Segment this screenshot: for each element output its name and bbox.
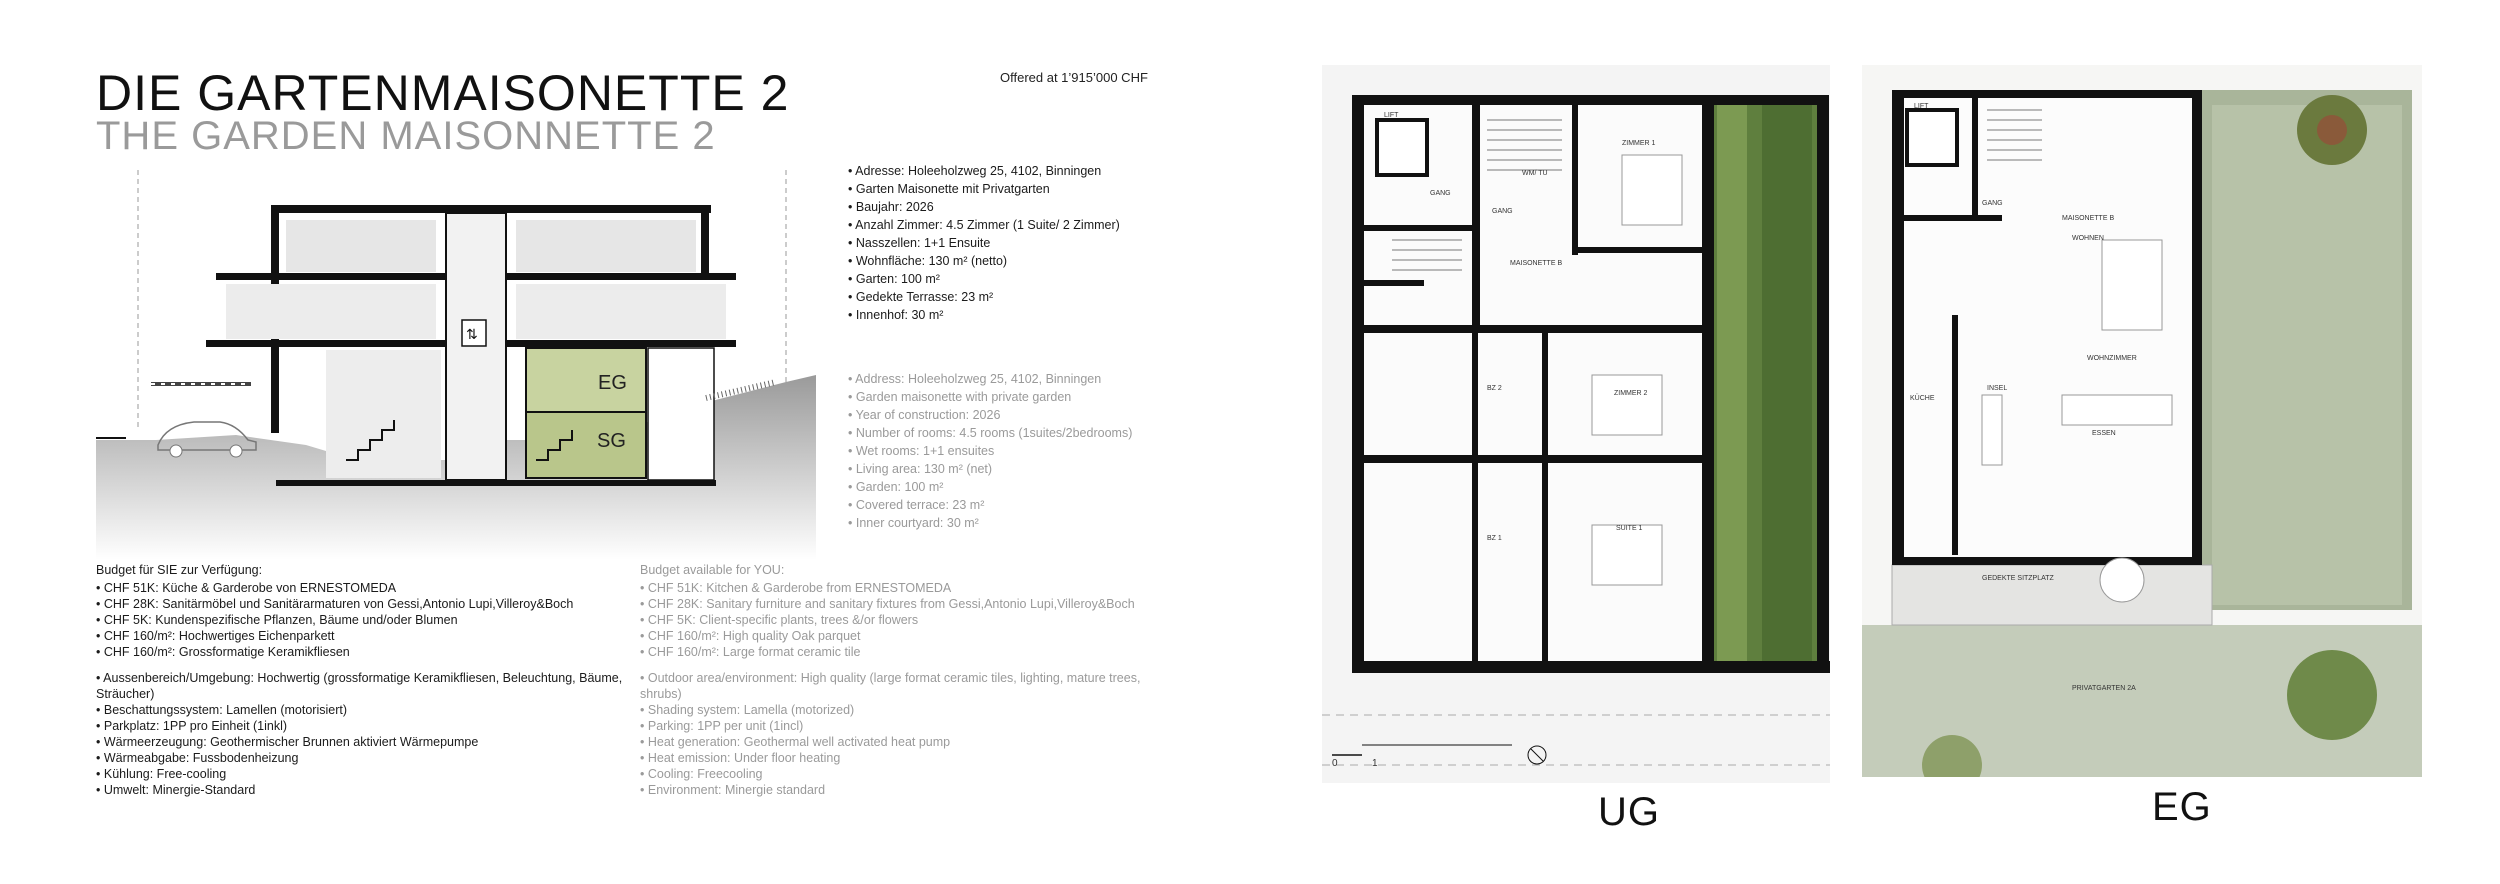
budget-item: • CHF 51K: Küche & Garderobe von ERNESTOMEDA	[96, 580, 636, 596]
fact-item: • Garden maisonette with private garden	[848, 388, 1132, 406]
roof-slab	[271, 205, 711, 213]
fact-item: • Number of rooms: 4.5 rooms (1suites/2bedrooms)	[848, 424, 1132, 442]
budget-heading: Budget für SIE zur Verfügung:	[96, 563, 263, 577]
svg-text:WOHNEN: WOHNEN	[2072, 235, 2104, 242]
budget-item: • CHF 160/m²: Large format ceramic tile	[640, 644, 1170, 660]
budget-item: • CHF 160/m²: Grossformatige Keramikfliesen	[96, 644, 636, 660]
svg-text:WOHNZIMMER: WOHNZIMMER	[2087, 355, 2137, 362]
terrace-table-icon	[2100, 558, 2144, 602]
fact-item: • Wet rooms: 1+1 ensuites	[848, 442, 1132, 460]
budget-block-de	[96, 562, 636, 808]
maisonette-sg	[526, 412, 646, 478]
section-drawing	[96, 160, 816, 560]
fact-item: • Address: Holeeholzweg 25, 4102, Binningen	[848, 370, 1132, 388]
budget-item: • CHF 160/m²: High quality Oak parquet	[640, 628, 1170, 644]
spec-item: • Umwelt: Minergie-Standard	[96, 782, 636, 798]
svg-text:INSEL: INSEL	[1987, 385, 2008, 392]
maisonette-eg	[526, 348, 646, 412]
scale-label-1: 1	[1372, 758, 1378, 769]
svg-text:ESSEN: ESSEN	[2092, 430, 2116, 437]
spec-item: • Environment: Minergie standard	[640, 782, 1170, 798]
fact-item: • Baujahr: 2026	[848, 198, 1120, 216]
svg-text:LIFT: LIFT	[1914, 103, 1929, 110]
spec-item: • Heat generation: Geothermal well activated heat pump	[640, 734, 1170, 750]
fact-item: • Innenhof: 30 m²	[848, 306, 1120, 324]
svg-text:GANG: GANG	[1982, 200, 2003, 207]
section-label-sg: SG	[597, 430, 626, 452]
plan-label-ug: UG	[1598, 790, 1660, 834]
svg-text:MAISONETTE B: MAISONETTE B	[2062, 215, 2115, 222]
plan-label-eg: EG	[2152, 785, 2212, 829]
svg-text:LIFT: LIFT	[1384, 112, 1399, 119]
svg-text:⇅: ⇅	[466, 327, 478, 343]
budget-item: • CHF 28K: Sanitary furniture and sanitary fixtures from Gessi,Antonio Lupi,Villeroy&Boch	[640, 596, 1170, 612]
budget-item: • CHF 160/m²: Hochwertiges Eichenparkett	[96, 628, 636, 644]
budget-item: • CHF 28K: Sanitärmöbel und Sanitärarmaturen von Gessi,Antonio Lupi,Villeroy&Boch	[96, 596, 636, 612]
fact-item: • Anzahl Zimmer: 4.5 Zimmer (1 Suite/ 2 Zimmer)	[848, 216, 1120, 234]
budget-item: • CHF 5K: Client-specific plants, trees &/or flowers	[640, 612, 1170, 628]
budget-block-en	[640, 562, 1170, 808]
fact-item: • Gedekte Terrasse: 23 m²	[848, 288, 1120, 306]
spec-item: • Beschattungssystem: Lamellen (motorisiert)	[96, 702, 636, 718]
fact-item: • Nasszellen: 1+1 Ensuite	[848, 234, 1120, 252]
svg-text:GEDEKTE SITZPLATZ: GEDEKTE SITZPLATZ	[1982, 575, 2054, 582]
scale-label-0: 0	[1332, 758, 1338, 769]
fact-item: • Covered terrace: 23 m²	[848, 496, 1132, 514]
svg-text:PRIVATGARTEN 2A: PRIVATGARTEN 2A	[2072, 685, 2136, 692]
spec-item: • Wärmeerzeugung: Geothermischer Brunnen aktiviert Wärmepumpe	[96, 734, 636, 750]
svg-text:WM/ TU: WM/ TU	[1522, 170, 1548, 177]
svg-text:BZ 2: BZ 2	[1487, 385, 1502, 392]
spec-item: • Shading system: Lamella (motorized)	[640, 702, 1170, 718]
svg-text:KÜCHE: KÜCHE	[1910, 395, 1935, 402]
fact-item: • Garten Maisonette mit Privatgarten	[848, 180, 1120, 198]
facts-list-en	[848, 370, 1132, 532]
floor-plan-ug	[1322, 65, 1830, 783]
spec-item: • Kühlung: Free-cooling	[96, 766, 636, 782]
offer-price: Offered at 1’915’000 CHF	[1000, 70, 1148, 85]
svg-text:ZIMMER 2: ZIMMER 2	[1614, 390, 1648, 397]
fact-item: • Inner courtyard: 30 m²	[848, 514, 1132, 532]
section-label-eg: EG	[598, 372, 627, 394]
floor-plan-eg	[1862, 65, 2422, 777]
spec-item: • Parking: 1PP per unit (1incl)	[640, 718, 1170, 734]
budget-item: • CHF 51K: Kitchen & Garderobe from ERNESTOMEDA	[640, 580, 1170, 596]
page-title: DIE GARTENMAISONETTE 2	[96, 65, 790, 121]
svg-text:ZIMMER 1: ZIMMER 1	[1622, 140, 1656, 147]
fact-item: • Garden: 100 m²	[848, 478, 1132, 496]
svg-text:GANG: GANG	[1492, 208, 1513, 215]
fact-item: • Wohnfläche: 130 m² (netto)	[848, 252, 1120, 270]
svg-text:SUITE 1: SUITE 1	[1616, 525, 1643, 532]
spec-item: • Parkplatz: 1PP pro Einheit (1inkl)	[96, 718, 636, 734]
fact-item: • Garten: 100 m²	[848, 270, 1120, 288]
budget-item: • CHF 5K: Kundenspezifische Pflanzen, Bäume und/oder Blumen	[96, 612, 636, 628]
svg-text:BZ 1: BZ 1	[1487, 535, 1502, 542]
fact-item: • Living area: 130 m² (net)	[848, 460, 1132, 478]
page-subtitle: THE GARDEN MAISONNETTE 2	[96, 114, 716, 158]
spec-item: • Outdoor area/environment: High quality (large format ceramic tiles, lighting, mature trees, shrubs)	[640, 670, 1170, 702]
spec-item: • Wärmeabgabe: Fussbodenheizung	[96, 750, 636, 766]
svg-text:GANG: GANG	[1430, 190, 1451, 197]
svg-text:MAISONETTE B: MAISONETTE B	[1510, 260, 1563, 267]
budget-heading: Budget available for YOU:	[640, 563, 785, 577]
spec-item: • Cooling: Freecooling	[640, 766, 1170, 782]
spec-item: • Heat emission: Under floor heating	[640, 750, 1170, 766]
facts-list-de	[848, 162, 1120, 324]
spec-item: • Aussenbereich/Umgebung: Hochwertig (grossformatige Keramikfliesen, Beleuchtung, Bäume, Sträucher)	[96, 670, 636, 702]
fact-item: • Year of construction: 2026	[848, 406, 1132, 424]
fact-item: • Adresse: Holeeholzweg 25, 4102, Binningen	[848, 162, 1120, 180]
